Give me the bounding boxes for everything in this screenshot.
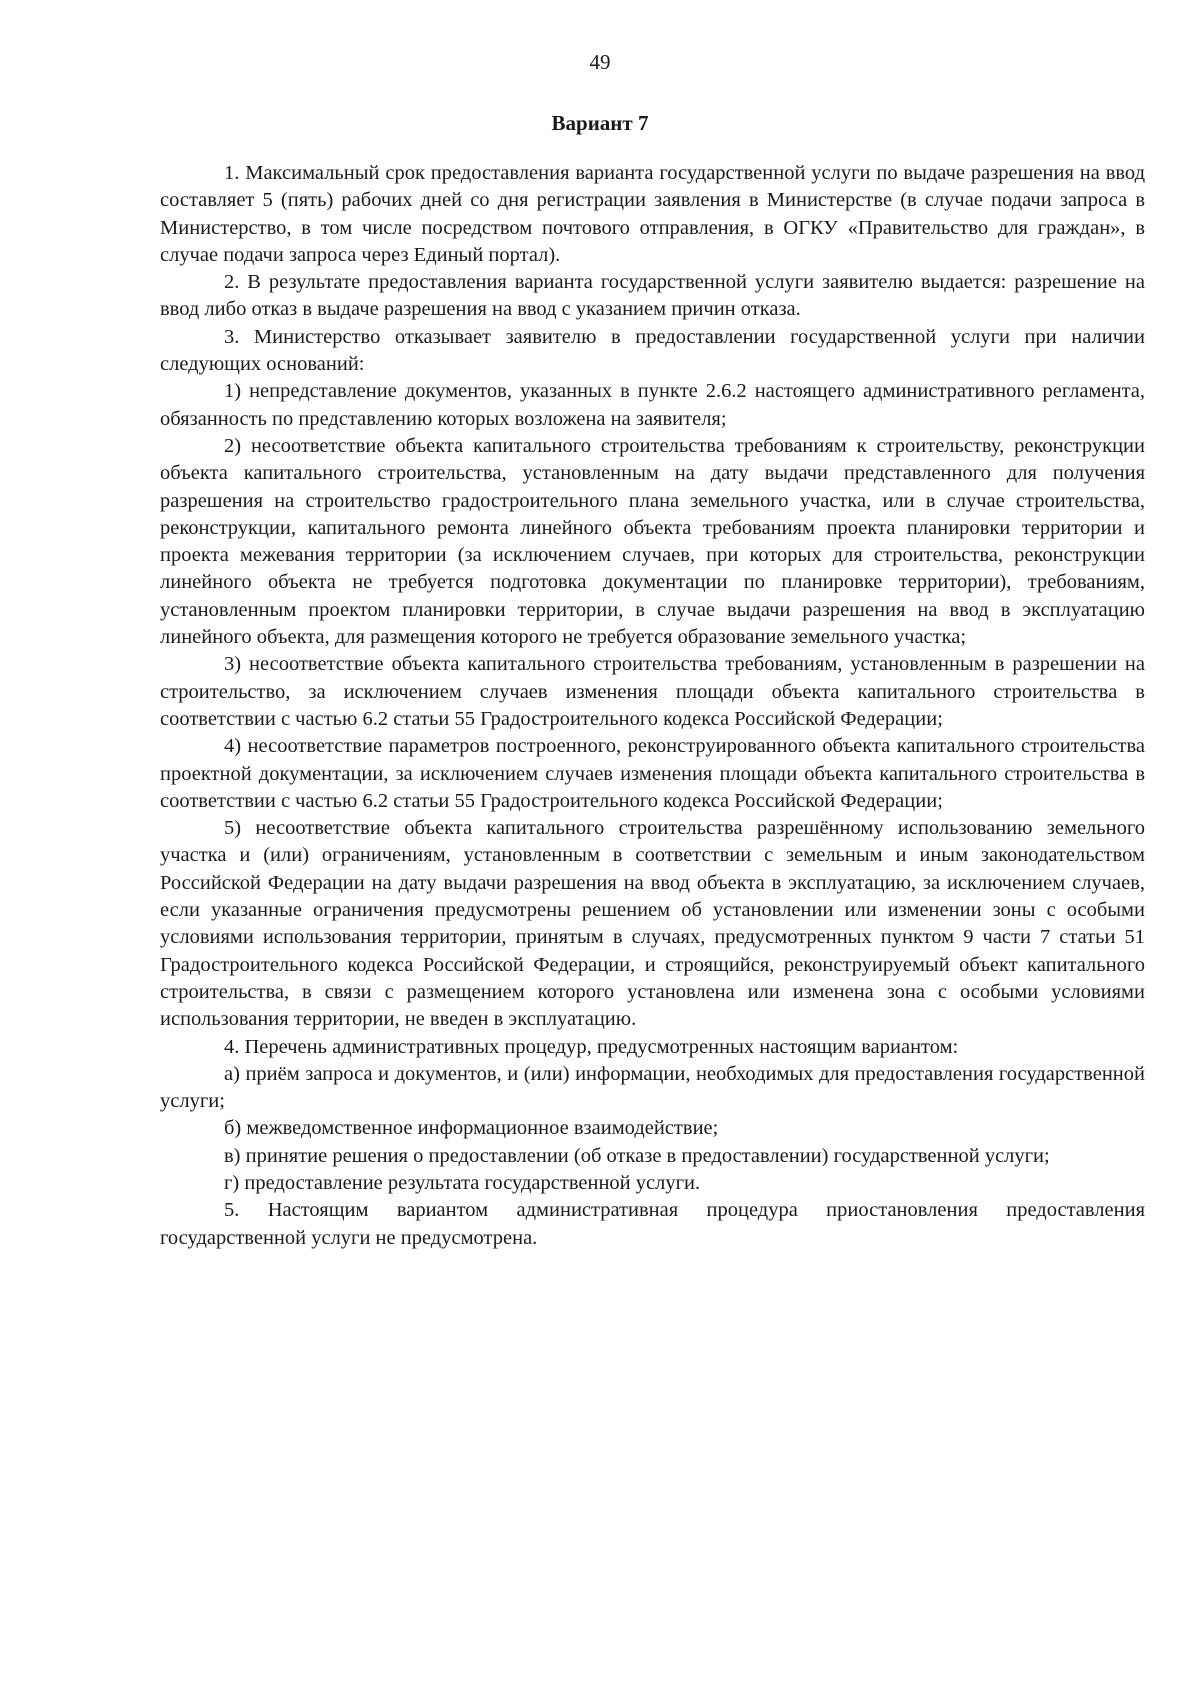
paragraph: 1. Максимальный срок предоставления варианта государственной услуги по выдаче разрешения на ввод составляет 5 (пять) рабочих дней со дня регистрации заявления в Министерстве (в случае подачи запроса в Министерство, в том числе посредством почтового отправления, в ОГКУ «Правительство для граждан», в случае подачи запроса через Единый портал). xyxy=(160,162,1145,266)
paragraph: 5. Настоящим вариантом административная процедура приостановления предоставления государственной услуги не предусмотрена. xyxy=(160,1199,1145,1249)
paragraph: 4) несоответствие параметров построенного, реконструированного объекта капитального строительства проектной документации, за исключением случаев изменения площади объекта капитального строительства в соответствии с частью 6.2 статьи 55 Градостроительного кодекса Российской Федерации; xyxy=(160,735,1145,812)
paragraph: б) межведомственное информационное взаимодействие; xyxy=(224,1117,719,1140)
paragraph: 2. В результате предоставления варианта государственной услуги заявителю выдается: разрешение на ввод либо отказ в выдаче разрешения на ввод с указанием причин отказа. xyxy=(160,271,1145,321)
section-title: Вариант 7 xyxy=(551,111,649,135)
paragraph: 4. Перечень административных процедур, предусмотренных настоящим вариантом: xyxy=(224,1035,959,1058)
paragraph: 5) несоответствие объекта капитального строительства разрешённому использованию земельного участка и (или) ограничениям, установленным в соответствии с земельным и иным законодательством Российской Федерации на дату выдачи разрешения на ввод объекта в эксплуатацию, за исключением случаев, если указанные ограничения предусмотрены решением об установлении или изменении зоны с особыми условиями использования территории, принятым в случаях, предусмотренных пунктом 9 части 7 статьи 51 Градостроительного кодекса Российской Федерации, и строящийся, реконструируемый объект капитального строительства, в связи с размещением которого установлена или изменена зона с особыми условиями использования территории, не введен в эксплуатацию. xyxy=(160,817,1145,1031)
document-body xyxy=(160,160,1145,1252)
paragraph: а) приём запроса и документов, и (или) информации, необходимых для предоставления государственной услуги; xyxy=(160,1062,1145,1113)
paragraph: 2) несоответствие объекта капитального строительства требованиям к строительству, реконструкции объекта капитального строительства, установленным на дату выдачи представленного для получения разрешения на строительство градостроительного плана земельного участка, или в случае строительства, реконструкции, капитального ремонта линейного объекта требованиям проекта планировки территории и проекта межевания территории (за исключением случаев, при которых для строительства, реконструкции линейного объекта не требуется подготовка документации по планировке территории), требованиям, установленным проектом планировки территории, в случае выдачи разрешения на ввод в эксплуатацию линейного объекта, для размещения которого не требуется образование земельного участка; xyxy=(160,434,1145,649)
paragraph: 3. Министерство отказывает заявителю в предоставлении государственной услуги при наличии следующих оснований: xyxy=(160,325,1145,376)
paragraph: г) предоставление результата государственной услуги. xyxy=(224,1171,701,1194)
paragraph: в) принятие решения о предоставлении (об отказе в предоставлении) государственной услуги; xyxy=(224,1144,1050,1167)
page-number: 49 xyxy=(589,50,611,74)
paragraph: 1) непредставление документов, указанных в пункте 2.6.2 настоящего административного регламента, обязанность по представлению которых возложена на заявителя; xyxy=(160,380,1145,430)
paragraph: 3) несоответствие объекта капитального строительства требованиям, установленным в разрешении на строительство, за исключением случаев изменения площади объекта капитального строительства в соответствии с частью 6.2 статьи 55 Градостроительного кодекса Российской Федерации; xyxy=(160,653,1145,730)
